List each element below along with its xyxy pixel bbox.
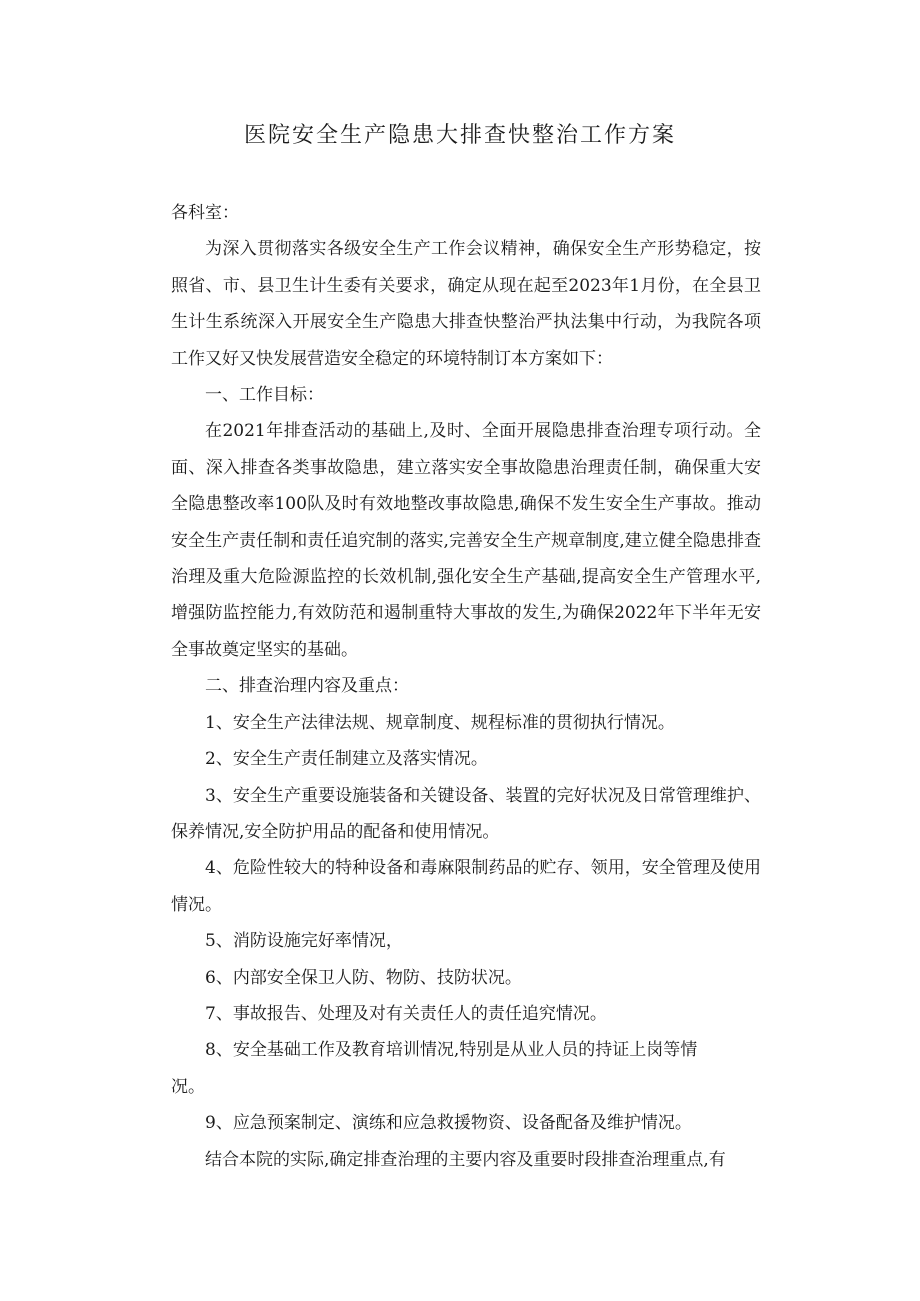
list-item-4: 4、危险性较大的特种设备和毒麻限制药品的贮存、领用，安全管理及使用情况。 bbox=[171, 858, 761, 915]
list-item-2: 2、安全生产责任制建立及落实情况。 bbox=[205, 749, 488, 770]
list-item-5: 5、消防设施完好率情况， bbox=[205, 931, 403, 952]
paragraph-closing: 结合本院的实际,确定排查治理的主要内容及重要时段排查治理重点,有 bbox=[205, 1149, 726, 1170]
paragraph-intro: 为深入贯彻落实各级安全生产工作会议精神，确保安全生产形势稳定，按照省、市、县卫生计生委有关要求，确定从现在起至2023年1月份，在全县卫生计生系统深入开展安全生产隐患大排查快整治严执法集中行动，为我院各项工作又好又快发展营造安全稳定的环境特制订本方案如下： bbox=[171, 239, 761, 369]
list-item-7: 7、事故报告、处理及对有关责任人的责任追究情况。 bbox=[205, 1003, 607, 1024]
list-item-8: 8、安全基础工作及教育培训情况,特别是从业人员的持证上岗等情 bbox=[205, 1040, 698, 1061]
paragraph-work-goal: 在2021年排查活动的基础上,及时、全面开展隐患排查治理专项行动。全面、深入排查各类事故隐患，建立落实安全事故隐患治理责任制，确保重大安全隐患整改率100队及时有效地整改事故隐患,确保不发生安全生产事故。推动安全生产责任制和责任追究制的落实,完善安全生产规章制度,建立健全隐患排查治理及重大危险源监控的长效机制,强化安全生产基础,提高安全生产管理水平,增强防监控能力,有效防范和遏制重特大事故的发生,为确保2022年下半年无安全事故奠定坚实的基础。 bbox=[171, 421, 761, 660]
list-item-6: 6、内部安全保卫人防、物防、技防状况。 bbox=[205, 967, 522, 988]
list-item-1: 1、安全生产法律法规、规章制度、规程标准的贯彻执行情况。 bbox=[205, 712, 675, 733]
salutation: 各科室： bbox=[171, 203, 239, 223]
heading-inspection-content: 二、排查治理内容及重点： bbox=[205, 676, 409, 697]
document-body bbox=[171, 195, 761, 1178]
list-item-8-continuation: 况。 bbox=[171, 1076, 205, 1097]
list-item-3: 3、安全生产重要设施装备和关键设备、装置的完好状况及日常管理维护、保养情况,安全防护用品的配备和使用情况。 bbox=[171, 785, 761, 842]
heading-work-goal: 一、工作目标： bbox=[205, 385, 324, 406]
document-title: 医院安全生产隐患大排查快整治工作方案 bbox=[243, 123, 676, 148]
list-item-9: 9、应急预案制定、演练和应急救援物资、设备配备及维护情况。 bbox=[205, 1113, 692, 1134]
